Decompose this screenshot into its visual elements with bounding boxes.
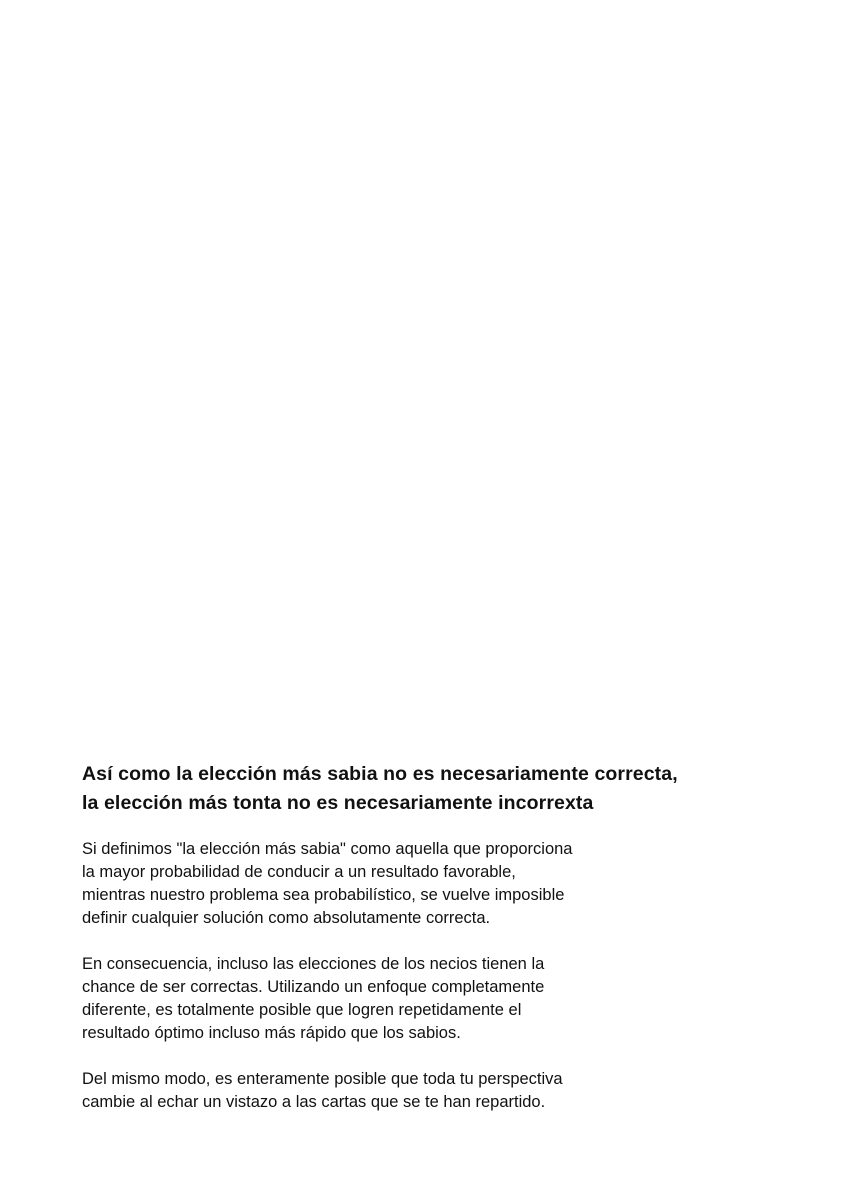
paragraph-line: diferente, es totalmente posible que logren repetidamente el (82, 1001, 522, 1019)
paragraph-line: Si definimos "la elección más sabia" como aquella que proporciona (82, 840, 573, 858)
paragraph-line: cambie al echar un vistazo a las cartas que se te han repartido. (82, 1093, 546, 1111)
paragraph-line: la mayor probabilidad de conducir a un resultado favorable, (82, 863, 516, 881)
paragraph-line: resultado óptimo incluso más rápido que los sabios. (82, 1024, 461, 1042)
title-line-1: Así como la elección más sabia no es necesariamente correcta, (82, 763, 678, 785)
paragraph-line: chance de ser correctas. Utilizando un enfoque completamente (82, 978, 545, 996)
paragraph-line: definir cualquier solución como absolutamente correcta. (82, 909, 491, 927)
paragraph-3 (82, 1068, 782, 1114)
paragraph-line: Del mismo modo, es enteramente posible que toda tu perspectiva (82, 1070, 563, 1088)
paragraph-line: En consecuencia, incluso las elecciones de los necios tienen la (82, 955, 545, 973)
page-title (82, 760, 782, 818)
paragraph-1 (82, 838, 782, 930)
paragraph-2 (82, 953, 782, 1045)
text-block (82, 760, 782, 1137)
title-line-2: la elección más tonta no es necesariamente incorrexta (82, 792, 594, 814)
paragraph-line: mientras nuestro problema sea probabilístico, se vuelve imposible (82, 886, 565, 904)
